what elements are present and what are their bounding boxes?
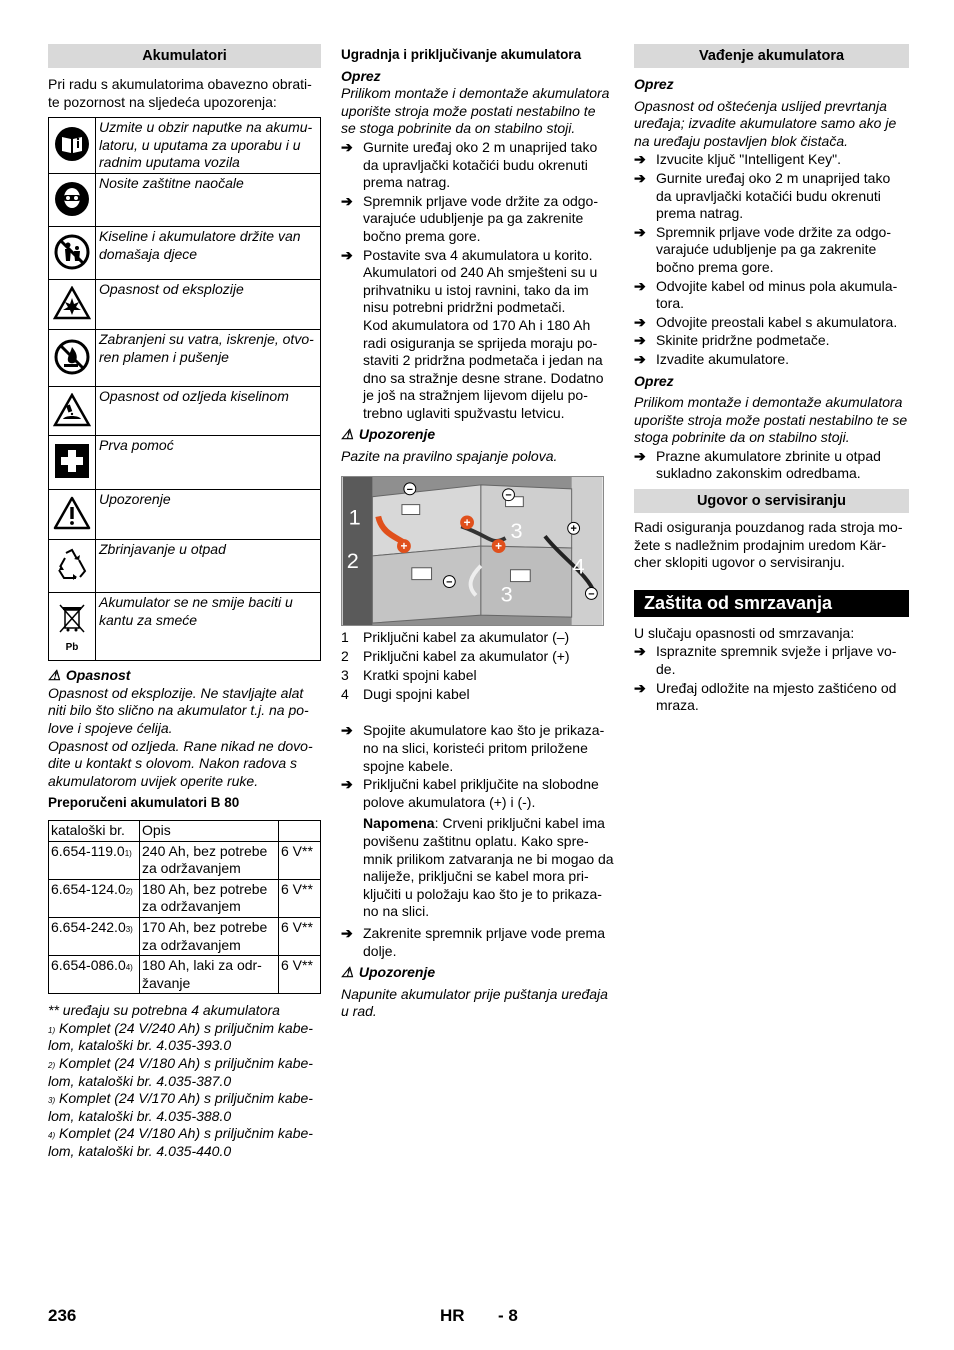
warning-small-icon: ⚠ — [341, 964, 354, 981]
goggles-icon — [54, 181, 90, 217]
intro-text: Pri radu s akumulatorima obavezno obrati-te pozornost na sljedeća upozorenja: — [48, 76, 312, 110]
arrow-right-icon: ➔ — [341, 925, 353, 941]
arrow-right-icon: ➔ — [341, 246, 353, 263]
install-heading: Ugradnja i priključivanje akumulatora — [341, 47, 582, 62]
recommended-batteries-heading: Preporučeni akumulatori B 80 — [48, 795, 240, 811]
warning-text: Napunite akumulator prije puštanja uređaja u rad. — [341, 985, 608, 1020]
photo-callout: 3 — [510, 517, 523, 543]
list-item: ➔ Spremnik prljave vode držite za odgo-varajuće udubljenje pa ga zakrenite bočno prema gore. — [341, 192, 599, 244]
list-item: ➔ Uređaj odložite na mjesto zaštićeno od mraza. — [634, 679, 897, 714]
arrow-right-icon: ➔ — [634, 169, 646, 186]
battery-wiring-photo — [341, 476, 604, 626]
section-heading-service: Ugovor o servisiranju — [634, 489, 909, 513]
list-item: ➔ Priključni kabel priključite na slobodne polove akumulatora (+) i (-). — [341, 776, 599, 810]
list-item: ➔ Skinite pridržne podmetače. — [634, 332, 830, 349]
warning-triangle-icon — [53, 496, 91, 530]
frost-steps — [634, 643, 909, 714]
column-middle — [341, 44, 614, 1021]
danger-heading: ⚠ Opasnost — [48, 667, 131, 684]
first-aid-icon — [54, 443, 90, 479]
arrow-right-icon: ➔ — [341, 776, 353, 793]
photo-callout: 3 — [500, 580, 513, 606]
battery-table — [48, 820, 321, 994]
svg-text:+: + — [495, 538, 503, 553]
footnote: $^{2)}$ Komplet (24 V/180 Ah) s priljučnim kabe-lom, kataloški br. 4.035-387.0 — [48, 1055, 313, 1089]
arrow-right-icon: ➔ — [634, 313, 646, 330]
list-item: 2 Priključni kabel za akumulator (+) — [341, 647, 570, 664]
caution-text: Opasnost od oštećenja uslijed prevrtanja uređaja; izvadite akumulatore samo ako je na uređaju postavljen blok čistača. — [634, 97, 897, 149]
symbol-text: Uzmite u obzir naputke na akumu-latoru, u uputama za uporabu i u radnim uputama vozila — [96, 118, 321, 174]
symbol-text: Prva pomoć — [96, 436, 321, 490]
list-item: ➔ Izvadite akumulatore. — [634, 350, 790, 367]
table-row: 6.654-119.0$^{1)}$ 240 Ah, bez potrebe za održavanjem 6 V** — [49, 841, 321, 879]
symbol-row — [49, 118, 321, 174]
warning-small-icon: ⚠ — [48, 667, 61, 684]
service-text: Radi osiguranja pouzdanog rada stroja mo-žete s nadležnim prodajnim uredom Kär-cher sklopiti ugovor o servisiranju. — [634, 519, 903, 571]
symbol-text: Opasnost od eksplozije — [96, 280, 321, 330]
install-steps — [341, 139, 614, 264]
symbol-table — [48, 117, 321, 661]
language-code: HR — [440, 1306, 465, 1325]
install-para-a: Akumulatori od 240 Ah smješteni su u prihvatniku u istoj ravnini, tako da im nisu potrebni pridržni podmetači. — [363, 264, 598, 316]
symbol-row — [49, 174, 321, 227]
column-left — [48, 44, 321, 1161]
symbol-text: Kiseline i akumulatore držite van domašaja djece — [96, 227, 321, 280]
photo-callout: 4 — [572, 553, 585, 579]
list-item: ➔ Odvojite preostali kabel s akumulatora. — [634, 313, 898, 330]
arrow-right-icon: ➔ — [634, 277, 646, 294]
frost-protection-heading: Zaštita od smrzavanja — [634, 590, 909, 617]
danger-text-2: Opasnost od ozljeda. Rane nikad ne dovo-dite u kontakt s olovom. Nakon radova s akumulatorom uvijek operite ruke. — [48, 737, 313, 789]
symbol-text: Opasnost od ozljeda kiselinom — [96, 387, 321, 436]
symbol-text: Nosite zaštitne naočale — [96, 174, 321, 227]
symbol-row — [49, 330, 321, 387]
symbol-row — [49, 436, 321, 490]
list-item: ➔ Spojite akumulatore kao što je prikaza-no na slici, koristeći pritom priložene spojne kabele. — [341, 722, 605, 774]
footnote: $^{3)}$ Komplet (24 V/170 Ah) s priljučnim kabe-lom, kataloški br. 4.035-388.0 — [48, 1090, 313, 1124]
symbol-row — [49, 490, 321, 540]
arrow-right-icon: ➔ — [634, 223, 646, 240]
lead-symbol: Pb — [65, 641, 79, 653]
symbol-row — [49, 540, 321, 593]
list-item: ➔ Prazne akumulatore zbrinite u otpad sukladno zakonskim odredbama. — [634, 447, 881, 482]
list-item: ➔ Postavite sva 4 akumulatora u korito. — [341, 246, 593, 263]
arrow-right-icon: ➔ — [341, 138, 353, 155]
svg-text:+: + — [400, 538, 408, 553]
symbol-text: Zbrinjavanje u otpad — [96, 540, 321, 593]
frost-intro: U slučaju opasnosti od smrzavanja: — [634, 624, 855, 641]
symbol-row — [49, 227, 321, 280]
warning-small-icon: ⚠ — [341, 426, 354, 443]
list-item: ➔ Gurnite uređaj oko 2 m unaprijed tako da upravljački kotačići budu okrenuti prema natrag. — [634, 169, 891, 222]
symbol-row — [49, 387, 321, 436]
no-fire-icon — [54, 339, 90, 375]
recycle-icon — [53, 547, 91, 583]
disposal-steps — [634, 448, 909, 483]
table-row: 6.654-124.0$^{2)}$ 180 Ah, bez potrebe za održavanjem 6 V** — [49, 879, 321, 917]
section-heading-removal: Vađenje akumulatora — [634, 44, 909, 68]
footnote: $^{4)}$ Komplet (24 V/180 Ah) s priljučnim kabe-lom, kataloški br. 4.035-440.0 — [48, 1125, 313, 1160]
list-item: ➔ Spremnik prljave vode držite za odgo-varajuće udubljenje pa ga zakrenite bočno prema gore. — [634, 223, 892, 275]
caution-text: Prilikom montaže i demontaže akumulatora uporište stroja može postati nestabilno te se stoga pobrinite da on stabilno stoji. — [634, 394, 908, 446]
column-right — [634, 44, 909, 715]
list-item: 1 Priključni kabel za akumulator (–) — [341, 628, 570, 645]
footnote: $^{1)}$ Komplet (24 V/240 Ah) s priljučnim kabe-lom, kataloški br. 4.035-393.0 — [48, 1019, 313, 1054]
table-header: kataloški br. Opis — [49, 820, 321, 841]
close-steps — [341, 925, 614, 960]
svg-text:+: + — [570, 522, 577, 535]
manual-book-icon — [54, 126, 90, 162]
caution-heading: Oprez — [634, 76, 674, 92]
removal-steps — [634, 151, 909, 368]
caution-heading: Oprez — [341, 67, 381, 84]
list-item: ➔ Zakrenite spremnik prljave vode prema dolje. — [341, 925, 605, 959]
list-item: ➔ Izvucite ključ "Intelligent Key". — [634, 151, 842, 168]
list-item: ➔ Gurnite uređaj oko 2 m unaprijed tako da upravljački kotačići budu okrenuti prema natrag. — [341, 138, 598, 191]
photo-callout: 1 — [348, 504, 361, 530]
warning-heading: ⚠ Upozorenje — [341, 964, 436, 981]
symbol-row — [49, 280, 321, 330]
caution-heading: Oprez — [634, 372, 674, 389]
danger-text-1: Opasnost od eksplozije. Ne stavljajte alat niti bilo što slično na akumulator t.j. na po-love i spojeve ćelija. — [48, 684, 309, 736]
symbol-row — [49, 593, 321, 661]
footnote-star: ** uređaju su potrebna 4 akumulatora — [48, 1002, 280, 1019]
table-row: 6.654-086.0$^{4)}$ 180 Ah, laki za odr-žavanje 6 V** — [49, 956, 321, 994]
warning-text: Pazite na pravilno spajanje polova. — [341, 448, 558, 465]
list-item: ➔ Odvojite kabel od minus pola akumula-tora. — [634, 277, 898, 312]
arrow-right-icon: ➔ — [634, 447, 646, 464]
arrow-right-icon: ➔ — [634, 332, 646, 349]
photo-legend — [341, 628, 614, 705]
list-item: 3 Kratki spojni kabel — [341, 667, 477, 684]
connect-steps — [341, 722, 614, 811]
list-item: ➔ Ispraznite spremnik svježe i prljave vo-de. — [634, 643, 897, 678]
svg-text:−: − — [588, 588, 595, 601]
symbol-text: Upozorenje — [96, 490, 321, 540]
warning-heading: ⚠ Upozorenje — [341, 426, 436, 443]
caution-text: Prilikom montaže i demontaže akumulatora uporište stroja može postati nestabilno te se stoga pobrinite da on stabilno stoji. — [341, 85, 610, 137]
install-para-b: Kod akumulatora od 170 Ah i 180 Ah radi osiguranja se sprijeda moraju po-staviti 2 pridržna podmetača i jedan na dno sa stražnje desne strane. Dodatno je još na stražnjem lijevom dijelu po-trebno uglaviti spužvastu letvicu. — [363, 316, 604, 421]
svg-text:−: − — [446, 576, 453, 589]
sub-page-number: - 8 — [498, 1306, 518, 1325]
symbol-text: Akumulator se ne smije baciti u kantu za smeće — [96, 593, 321, 661]
explosion-icon — [53, 286, 91, 320]
symbol-text: Zabranjeni su vatra, iskrenje, otvo-ren plamen i pušenje — [96, 330, 321, 387]
note-text: Napomena: Crveni priključni kabel ima povišenu zaštitnu oplatu. Kako spre-mnik prilikom zatvaranja ne bi mogao da naliježe, priključni se kabel mora pri-ključiti u položaju kao što je to prikaza-no na slici. — [363, 815, 614, 920]
photo-callout: 2 — [346, 547, 359, 573]
svg-text:−: − — [505, 489, 512, 502]
arrow-right-icon: ➔ — [341, 192, 353, 209]
svg-text:−: − — [406, 483, 414, 496]
arrow-right-icon: ➔ — [341, 722, 353, 739]
keep-children-away-icon — [54, 234, 90, 270]
crossed-bin-icon — [54, 601, 90, 639]
list-item: 4 Dugi spojni kabel — [341, 686, 470, 703]
arrow-right-icon: ➔ — [634, 679, 646, 696]
table-row: 6.654-242.0$^{3)}$ 170 Ah, bez potrebe za održavanjem 6 V** — [49, 917, 321, 955]
acid-hazard-icon — [53, 393, 91, 427]
page-number: 236 — [48, 1306, 77, 1325]
arrow-right-icon: ➔ — [634, 350, 646, 367]
arrow-right-icon: ➔ — [634, 151, 646, 168]
section-heading-batteries: Akumulatori — [48, 44, 321, 68]
arrow-right-icon: ➔ — [634, 643, 646, 660]
svg-text:+: + — [463, 514, 471, 529]
